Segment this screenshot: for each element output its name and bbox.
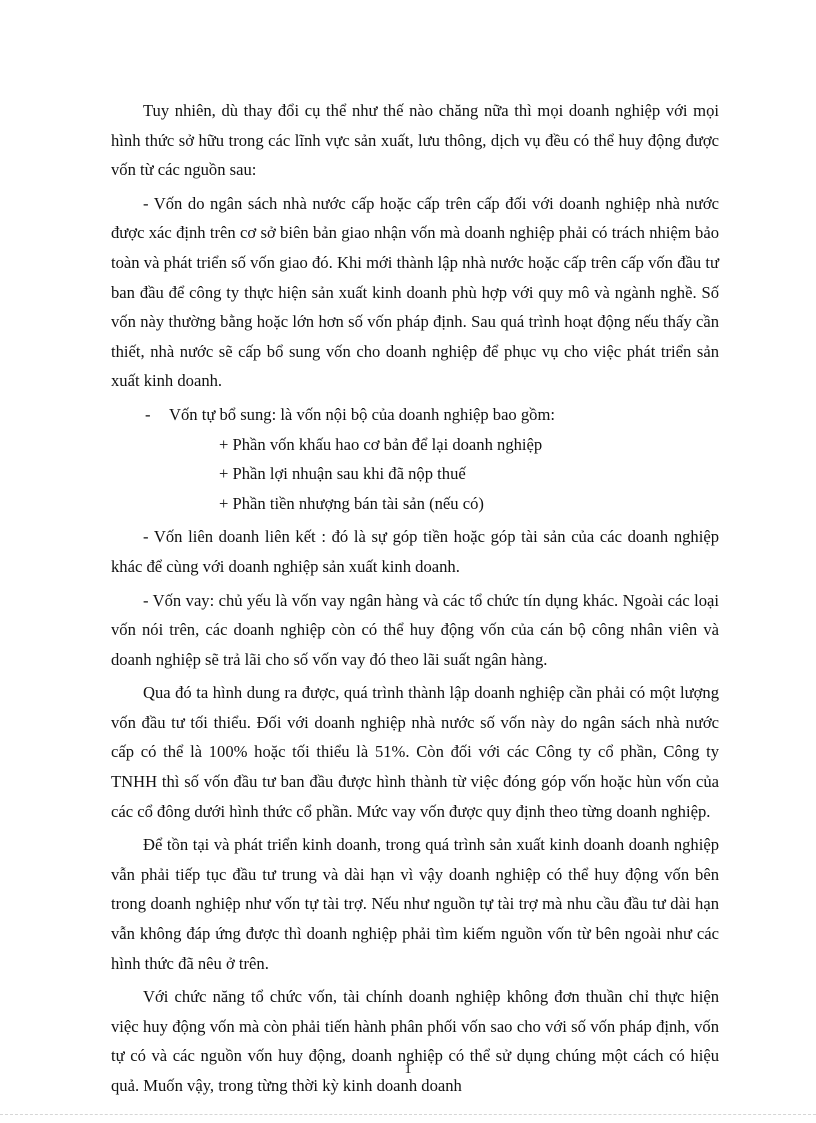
sub-item-depreciation: + Phần vốn khấu hao cơ bản để lại doanh nghiệp	[219, 434, 543, 454]
sub-item-asset-sales: + Phần tiền nhượng bán tài sản (nếu có)	[219, 493, 484, 513]
document-body	[111, 96, 719, 1101]
paragraph-intro: Tuy nhiên, dù thay đổi cụ thể như thế nào chăng nữa thì mọi doanh nghiệp với mọi hình thức sở hữu trong các lĩnh vực sản xuất, lưu thông, dịch vụ đều có thể huy động được vốn từ các nguồn sau:	[111, 101, 719, 180]
self-funded-capital-text: Vốn tự bổ sung: là vốn nội bộ của doanh nghiệp bao gồm:	[169, 404, 555, 424]
paragraph-long-term-investment: Để tồn tại và phát triển kinh doanh, trong quá trình sản xuất kinh doanh doanh nghiệp vẫn phải tiếp tục đầu tư trung và dài hạn vì vậy doanh nghiệp có thể huy động vốn bên trong doanh nghiệp như vốn tự tài trợ. Nếu như nguồn tự tài trợ mà nhu cầu đầu tư dài hạn vẫn không đáp ứng được thì doanh nghiệp phải tìm kiếm nguồn vốn từ bên ngoài như các hình thức đã nêu ở trên.	[111, 835, 719, 973]
page-bottom-divider	[0, 1114, 816, 1115]
self-funded-capital-item	[111, 400, 719, 430]
paragraph-minimum-investment: Qua đó ta hình dung ra được, quá trình thành lập doanh nghiệp cần phải có một lượng vốn đầu tư tối thiểu. Đối với doanh nghiệp nhà nước số vốn này do ngân sách nhà nước cấp có thể là 100% hoặc tối thiểu là 51%. Còn đối với các Công ty cổ phần, Công ty TNHH thì số vốn đầu tư ban đầu được hình thành từ việc đóng góp vốn hoặc hùn vốn của các cổ đông dưới hình thức cổ phần. Mức vay vốn được quy định theo từng doanh nghiệp.	[111, 683, 719, 821]
paragraph-joint-venture-capital: - Vốn liên doanh liên kết : đó là sự góp tiền hoặc góp tài sản của các doanh nghiệp khác để cùng với doanh nghiệp sản xuất kinh doanh.	[111, 527, 719, 576]
paragraph-capital-allocation: Với chức năng tổ chức vốn, tài chính doanh nghiệp không đơn thuần chỉ thực hiện việc huy động vốn mà còn phải tiến hành phân phối vốn sao cho với số vốn pháp định, vốn tự có và các nguồn vốn huy động, doanh nghiệp có thể sử dụng chúng một cách có hiệu quả. Muốn vậy, trong từng thời kỳ kinh doanh doanh	[111, 987, 719, 1095]
dash-bullet: -	[145, 404, 151, 424]
paragraph-state-budget-capital: - Vốn do ngân sách nhà nước cấp hoặc cấp trên cấp đối với doanh nghiệp nhà nước được xác định trên cơ sở biên bản giao nhận vốn mà doanh nghiệp phải có trách nhiệm bảo toàn và phát triển số vốn giao đó. Khi mới thành lập nhà nước hoặc cấp trên cấp vốn đầu tư ban đầu để công ty thực hiện sản xuất kinh doanh phù hợp với quy mô và ngành nghề. Số vốn này thường bằng hoặc lớn hơn số vốn pháp định. Sau quá trình hoạt động nếu thấy cần thiết, nhà nước sẽ cấp bổ sung vốn cho doanh nghiệp để phục vụ cho việc phát triển sản xuất kinh doanh.	[111, 193, 719, 391]
sub-item-after-tax-profit: + Phần lợi nhuận sau khi đã nộp thuế	[219, 464, 466, 484]
paragraph-loan-capital: - Vốn vay: chủ yếu là vốn vay ngân hàng và các tổ chức tín dụng khác. Ngoài các loại vốn nói trên, các doanh nghiệp còn có thể huy động vốn của cán bộ công nhân viên và doanh nghiệp sẽ trả lãi cho số vốn vay đó theo lãi suất ngân hàng.	[111, 590, 719, 669]
page-number: 1	[404, 1062, 412, 1077]
